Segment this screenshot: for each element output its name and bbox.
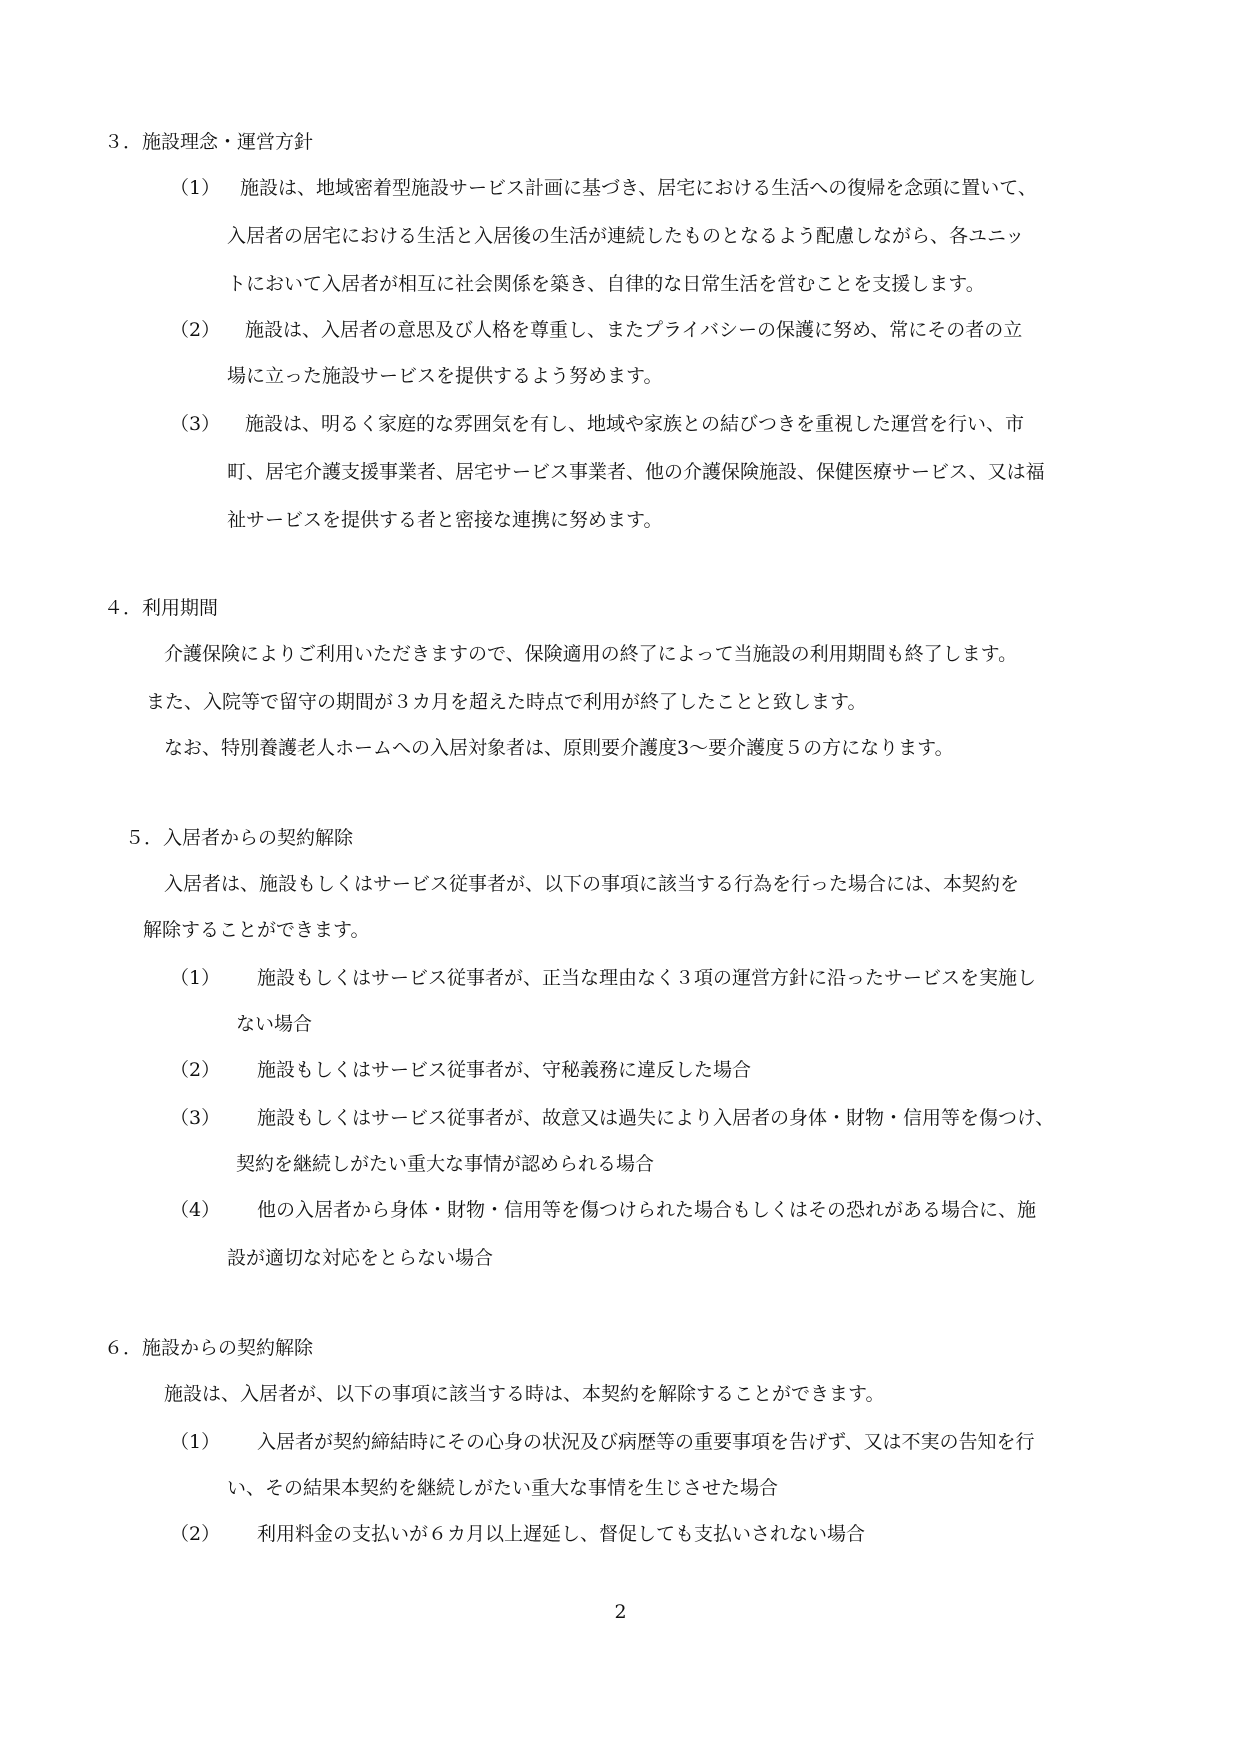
- section6-item1-line2: い、その結果本契約を継続しがたい重大な事情を生じさせた場合: [227, 1477, 779, 1499]
- section6-item2-number: （2）: [170, 1523, 221, 1545]
- section3-item2-line1: 施設は、入居者の意思及び人格を尊重し、またプライバシーの保護に努め、常にその者の立: [245, 319, 1023, 341]
- section3-item1-number: （1）: [170, 177, 221, 199]
- section4-line2: また、入院等で留守の期間が３カ月を超えた時点で利用が終了したことと致します。: [146, 691, 867, 713]
- section3-heading: ３．施設理念・運営方針: [104, 131, 314, 153]
- section3-item2-number: （2）: [170, 319, 221, 341]
- section5-heading: ５．入居者からの契約解除: [125, 827, 354, 849]
- section5-item3-line1: 施設もしくはサービス従事者が、故意又は過失により入居者の身体・財物・信用等を傷つけ、: [257, 1107, 1055, 1129]
- section5-intro-line1: 入居者は、施設もしくはサービス従事者が、以下の事項に該当する行為を行った場合には、本契約を: [164, 873, 1020, 895]
- section5-item4-line2: 設が適切な対応をとらない場合: [227, 1247, 494, 1269]
- section6-heading: ６．施設からの契約解除: [104, 1337, 314, 1359]
- section5-item4-line1: 他の入居者から身体・財物・信用等を傷つけられた場合もしくはその恐れがある場合に、施: [257, 1199, 1037, 1221]
- section6-intro-line1: 施設は、入居者が、以下の事項に該当する時は、本契約を解除することができます。: [164, 1383, 885, 1405]
- section5-item3-line2: 契約を継続しがたい重大な事情が認められる場合: [236, 1153, 655, 1175]
- section5-item1-number: （1）: [170, 967, 221, 989]
- section3-item3-line3: 祉サービスを提供する者と密接な連携に努めます。: [227, 509, 663, 531]
- section3-item2-line2: 場に立った施設サービスを提供するよう努めます。: [227, 365, 663, 387]
- section3-item1-line2: 入居者の居宅における生活と入居後の生活が連続したものとなるよう配慮しながら、各ユニッ: [227, 225, 1025, 247]
- section5-item1-line2: ない場合: [236, 1013, 313, 1035]
- section6-item1-number: （1）: [170, 1431, 221, 1453]
- section3-item3-number: （3）: [170, 413, 221, 435]
- section4-line3: なお、特別養護老人ホームへの入居対象者は、原則要介護度3～要介護度５の方になります。: [164, 737, 954, 759]
- section5-item3-number: （3）: [170, 1107, 221, 1129]
- section4-heading: ４．利用期間: [104, 597, 219, 619]
- section5-intro-line2: 解除することができます。: [143, 919, 370, 941]
- section5-item4-number: （4）: [170, 1199, 221, 1221]
- section5-item2-number: （2）: [170, 1059, 221, 1081]
- section3-item1-line3: トにおいて入居者が相互に社会関係を築き、自律的な日常生活を営むことを支援します。: [227, 273, 985, 295]
- section6-item1-line1: 入居者が契約締結時にその心身の状況及び病歴等の重要事項を告げず、又は不実の告知を行: [257, 1431, 1035, 1453]
- section3-item1-line1: 施設は、地域密着型施設サービス計画に基づき、居宅における生活への復帰を念頭に置いて、: [240, 177, 1037, 199]
- section5-item2-line1: 施設もしくはサービス従事者が、守秘義務に違反した場合: [257, 1059, 752, 1081]
- section4-line1: 介護保険によりご利用いただきますので、保険適用の終了によって当施設の利用期間も終了します。: [164, 643, 1018, 665]
- section3-item3-line2: 町、居宅介護支援事業者、居宅サービス事業者、他の介護保険施設、保健医療サービス、又は福: [227, 461, 1045, 483]
- page-number: 2: [614, 1601, 627, 1623]
- section5-item1-line1: 施設もしくはサービス従事者が、正当な理由なく３項の運営方針に沿ったサービスを実施し: [257, 967, 1037, 989]
- section6-item2-line1: 利用料金の支払いが６カ月以上遅延し、督促しても支払いされない場合: [257, 1523, 866, 1545]
- section3-item3-line1: 施設は、明るく家庭的な雰囲気を有し、地域や家族との結びつきを重視した運営を行い、市: [245, 413, 1025, 435]
